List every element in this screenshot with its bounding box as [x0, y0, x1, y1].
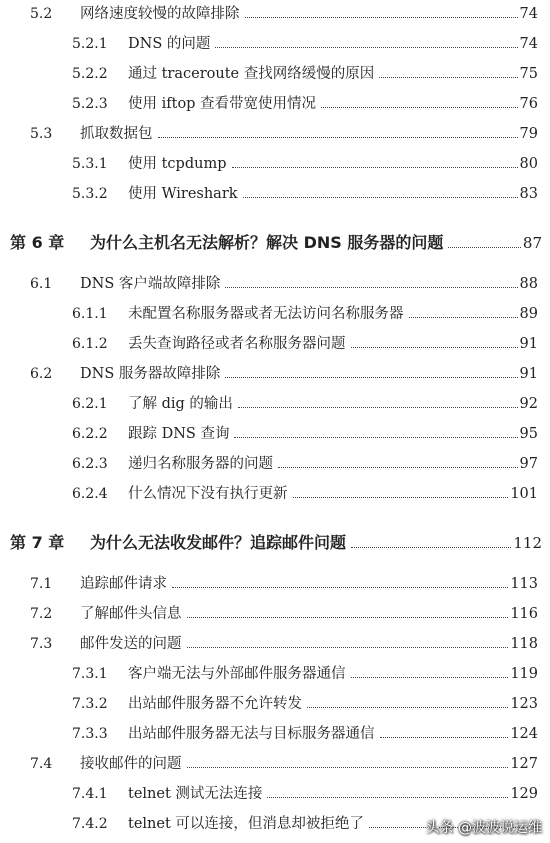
toc-entry-page: 83 — [519, 186, 538, 202]
toc-entry-page: 95 — [519, 426, 538, 442]
toc-entry — [72, 182, 538, 208]
toc-entry-title: 接收邮件的问题 — [80, 756, 182, 772]
dot-leader — [409, 317, 518, 318]
dot-leader — [232, 167, 518, 168]
toc-entry-title: 了解 dig 的输出 — [128, 396, 233, 412]
toc-entry-page: 91 — [519, 366, 538, 382]
toc-entry-title: 递归名称服务器的问题 — [128, 456, 273, 472]
dot-leader — [448, 247, 521, 248]
toc-entry — [72, 452, 538, 478]
toc-entry — [72, 152, 538, 178]
toc-entry-number: 第 6 章 — [10, 233, 65, 252]
toc-entry-title: 为什么主机名无法解析？解决 DNS 服务器的问题 — [90, 233, 444, 252]
toc-entry-number: 5.3.2 — [72, 186, 108, 202]
toc-entry — [30, 362, 538, 388]
toc-entry — [30, 752, 538, 778]
toc-entry-page: 101 — [510, 486, 538, 502]
toc-entry-page: 124 — [510, 726, 538, 742]
toc-entry-number: 6.2.4 — [72, 486, 108, 502]
dot-leader — [351, 347, 518, 348]
toc-entry-page: 80 — [519, 156, 538, 172]
toc-entry-number: 7.2 — [30, 606, 53, 622]
dot-leader — [234, 437, 517, 438]
dot-leader — [225, 287, 517, 288]
dot-leader — [379, 77, 517, 78]
toc-entry — [72, 392, 538, 418]
watermark: 头条 @波波说运维 — [425, 820, 542, 836]
toc-entry-page: 116 — [510, 606, 538, 622]
toc-entry-title: 使用 Wireshark — [128, 186, 238, 202]
toc-entry-number: 6.2.2 — [72, 426, 108, 442]
toc-entry-title: 未配置名称服务器或者无法访问名称服务器 — [128, 306, 404, 322]
toc-entry-title: 出站邮件服务器无法与目标服务器通信 — [128, 726, 375, 742]
toc-entry-page: 129 — [510, 786, 538, 802]
dot-leader — [158, 137, 518, 138]
toc-entry — [72, 92, 538, 118]
dot-leader — [380, 737, 509, 738]
toc-entry-number: 6.1 — [30, 276, 53, 292]
toc-entry-page: 113 — [510, 576, 538, 592]
toc-entry-title: 了解邮件头信息 — [80, 606, 182, 622]
toc-entry — [30, 632, 538, 658]
toc-entry-title: 什么情况下没有执行更新 — [128, 486, 288, 502]
toc-entry-number: 7.4 — [30, 756, 53, 772]
toc-entry-page: 74 — [519, 36, 538, 52]
toc-entry — [30, 122, 538, 148]
toc-entry-number: 第 7 章 — [10, 533, 65, 552]
dot-leader — [351, 547, 511, 548]
toc-entry-number: 5.2.2 — [72, 66, 108, 82]
toc-entry — [72, 662, 538, 688]
toc-entry — [30, 272, 538, 298]
toc-entry-number: 7.1 — [30, 576, 53, 592]
toc-entry-title: 跟踪 DNS 查询 — [128, 426, 230, 442]
dot-leader — [187, 647, 509, 648]
toc-entry — [72, 422, 538, 448]
toc-entry — [30, 572, 538, 598]
toc-entry-number: 6.2.1 — [72, 396, 108, 412]
toc-entry-page: 97 — [519, 456, 538, 472]
toc-entry-number: 7.4.2 — [72, 816, 108, 832]
toc-entry — [30, 2, 538, 28]
dot-leader — [307, 707, 508, 708]
toc-entry-page: 119 — [510, 666, 538, 682]
toc-entry — [72, 302, 538, 328]
toc-entry-page: 118 — [510, 636, 538, 652]
toc-entry-number: 6.1.1 — [72, 306, 108, 322]
toc-entry-page: 112 — [513, 534, 542, 552]
dot-leader — [243, 197, 518, 198]
toc-entry — [72, 32, 538, 58]
toc-entry-title: telnet 可以连接，但消息却被拒绝了 — [128, 816, 364, 832]
toc-entry — [30, 602, 538, 628]
toc-entry — [72, 692, 538, 718]
toc-entry-page: 88 — [519, 276, 538, 292]
dot-leader — [278, 467, 518, 468]
toc-entry — [72, 332, 538, 358]
toc-entry-page: 74 — [519, 6, 538, 22]
toc-entry — [72, 482, 538, 508]
toc-entry-title: DNS 的问题 — [128, 36, 211, 52]
toc-entry-title: 抓取数据包 — [80, 126, 153, 142]
dot-leader — [187, 767, 509, 768]
toc-entry-page: 91 — [519, 336, 538, 352]
dot-leader — [267, 797, 508, 798]
toc-entry — [72, 782, 538, 808]
toc-entry-number: 6.2.3 — [72, 456, 108, 472]
toc-entry-number: 5.3 — [30, 126, 53, 142]
toc-entry-title: telnet 测试无法连接 — [128, 786, 263, 802]
toc-entry-number: 5.3.1 — [72, 156, 108, 172]
toc-entry-title: 使用 tcpdump — [128, 156, 227, 172]
toc-entry — [72, 722, 538, 748]
toc-entry-number: 7.3.3 — [72, 726, 108, 742]
toc-entry-title: 网络速度较慢的故障排除 — [80, 6, 240, 22]
dot-leader — [351, 677, 509, 678]
dot-leader — [187, 617, 509, 618]
toc-entry-number: 7.3.1 — [72, 666, 108, 682]
toc-entry-title: 丢失查询路径或者名称服务器问题 — [128, 336, 346, 352]
toc-entry-number: 7.3.2 — [72, 696, 108, 712]
toc-entry-number: 6.2 — [30, 366, 53, 382]
toc-entry-title: 出站邮件服务器不允许转发 — [128, 696, 302, 712]
toc-entry-number: 5.2.3 — [72, 96, 108, 112]
toc-chapter — [10, 230, 542, 256]
dot-leader — [225, 377, 517, 378]
toc-entry-number: 5.2.1 — [72, 36, 108, 52]
toc-entry-title: 为什么无法收发邮件？追踪邮件问题 — [90, 533, 347, 552]
toc-entry — [72, 62, 538, 88]
toc-entry-title: 邮件发送的问题 — [80, 636, 182, 652]
toc-entry-page: 75 — [519, 66, 538, 82]
dot-leader — [321, 107, 517, 108]
toc-entry-page: 92 — [519, 396, 538, 412]
toc-entry-page: 127 — [510, 756, 538, 772]
dot-leader — [293, 497, 509, 498]
toc-entry-number: 5.2 — [30, 6, 53, 22]
toc-entry-title: 客户端无法与外部邮件服务器通信 — [128, 666, 346, 682]
toc-entry-title: DNS 客户端故障排除 — [80, 276, 221, 292]
toc-entry-page: 76 — [519, 96, 538, 112]
dot-leader — [215, 47, 517, 48]
dot-leader — [238, 407, 518, 408]
toc-entry-title: 通过 traceroute 查找网络缓慢的原因 — [128, 66, 375, 82]
toc-entry-number: 7.3 — [30, 636, 53, 652]
dot-leader — [172, 587, 508, 588]
toc-entry-page: 79 — [519, 126, 538, 142]
toc-chapter — [10, 530, 542, 556]
toc-entry-title: DNS 服务器故障排除 — [80, 366, 221, 382]
toc-entry-number: 6.1.2 — [72, 336, 108, 352]
toc-entry-title: 追踪邮件请求 — [80, 576, 167, 592]
toc-entry-page: 89 — [519, 306, 538, 322]
toc-entry-number: 7.4.1 — [72, 786, 108, 802]
dot-leader — [245, 17, 518, 18]
toc-entry-title: 使用 iftop 查看带宽使用情况 — [128, 96, 317, 112]
toc-entry-page: 123 — [510, 696, 538, 712]
toc-entry-page: 87 — [522, 234, 542, 252]
